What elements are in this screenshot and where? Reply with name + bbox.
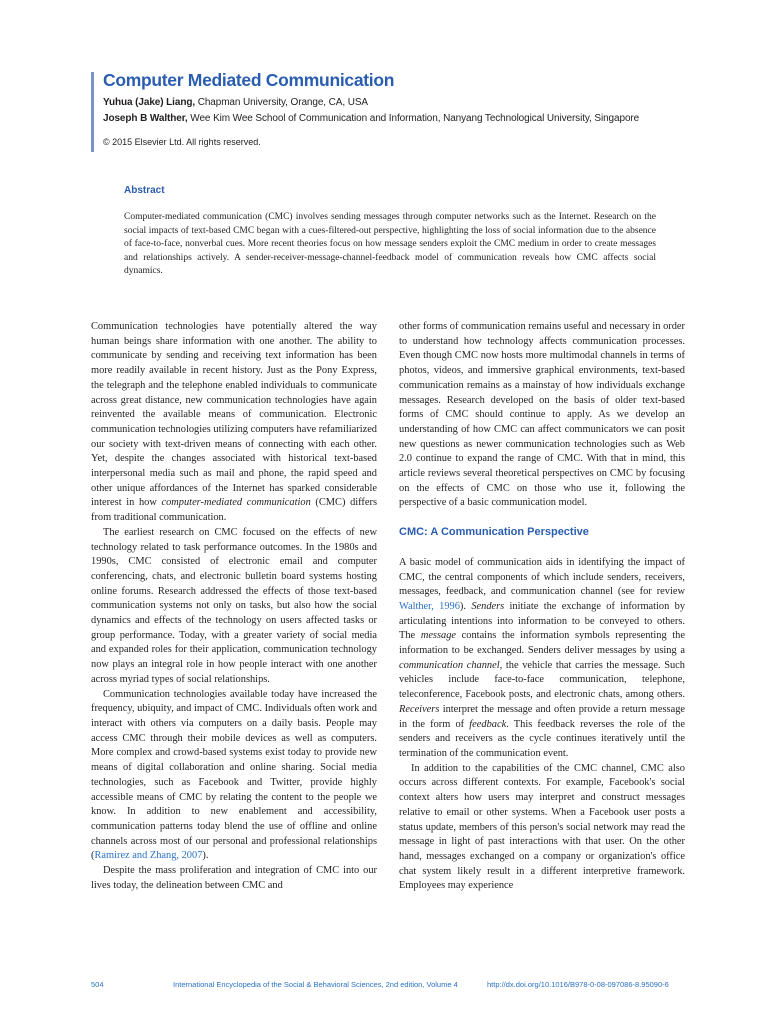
footer-source: International Encyclopedia of the Social & Behavioral Sciences, 2nd edition, Volume 4 (173, 980, 458, 989)
page-number: 504 (91, 980, 104, 989)
copyright-notice: © 2015 Elsevier Ltd. All rights reserved. (103, 137, 261, 147)
article-title: Computer Mediated Communication (103, 70, 395, 90)
author-affiliation: Wee Kim Wee School of Communication and Information, Nanyang Technological University, Singapore (187, 113, 640, 124)
citation-link[interactable]: Walther, 1996 (399, 600, 460, 612)
paragraph: A basic model of communication aids in identifying the impact of CMC, the central components of which include senders, receivers, messages, feedback, and communication channel (see for review Walther, 1996). Senders initiate the exchange of information by articulating intentions into information to be conveyed to others. The message contains the information symbols representing the information to be exchanged. Senders deliver messages by using a communication channel, the vehicle that carries the message. Such vehicles include face-to-face communication, telephone, teleconference, Facebook posts, and electronic chats, among others. Receivers interpret the message and often provide a return message in the form of feedback. This feedback reverses the role of the senders and receivers as the cycle continues iteratively until the termination of the communication event. (399, 556, 686, 759)
left-column (91, 320, 377, 893)
author-line-2 (103, 113, 639, 124)
author-name: Yuhua (Jake) Liang, (103, 97, 196, 108)
citation-link[interactable]: Ramirez and Zhang, 2007 (94, 850, 203, 862)
paragraph: other forms of communication remains useful and necessary in order to understand how technology affects communication processes. Even though CMC now hosts more multimodal channels in terms of photos, videos, and immersive graphical environments, text-based communication remains as a mainstay of how individuals exchange messages. Research developed on the basis of older text-based forms of CMC should continue to apply. As we develop an understanding of how CMC can affect communicators we can posit new questions as newer communication technologies such as Web 2.0 continue to expand the range of CMC. With that in mind, this article reviews several theoretical perspectives on CMC by focusing on the effects of CMC on those who use it, following the perspective of a basic communication model. (399, 321, 685, 509)
abstract-heading: Abstract (124, 185, 165, 196)
doi-link[interactable]: http://dx.doi.org/10.1016/B978-0-08-097086-8.95090-6 (487, 980, 669, 989)
paragraph: The earliest research on CMC focused on the effects of new technology related to task performance outcomes. In the 1980s and 1990s, CMC consisted of electronic email and computer conferencing, chats, and electronic bulletin board systems hosting online forums. Research addressed the effects of those text-based communication systems not only on tasks, but also how the social dynamics and effects of the technology on users affected tasks or group performance. Today, with a greater variety of social media and expanded roles for their application, communication technology now plays an integral role in how people interact with one another across myriad types of social relationships. (91, 526, 377, 685)
author-affiliation: Chapman University, Orange, CA, USA (195, 97, 368, 108)
author-name: Joseph B Walther, (103, 113, 188, 124)
paragraph: Communication technologies available today have increased the frequency, ubiquity, and impact of CMC. Individuals often work and interact with others via computers on a daily basis. People may access CMC through their mobile devices as well as computers. More complex and crowd-based systems exist today to provide new means of digital collaboration and online sharing. Social media technologies, such as Facebook and Twitter, provide highly accessible means of CMC by relating the content to the people we know. In addition to new enablement and accessibility, communication patterns today blend the use of offline and online channels across most of our personal and professional relationships (Ramirez and Zhang, 2007). (91, 688, 377, 862)
abstract-text: Computer-mediated communication (CMC) involves sending messages through computer networks such as the Internet. Research on the social impacts of text-based CMC began with a cues-filtered-out perspective, highlighting the loss of social information due to the absence of face-to-face, nonverbal cues. More recent theories focus on how message senders exploit the CMC medium in order to create messages and relationships actively. A sender-receiver-message-channel-feedback model of communication reveals how CMC affects social dynamics. (124, 212, 656, 277)
header-accent-bar (91, 72, 94, 152)
paragraph: Despite the mass proliferation and integration of CMC into our lives today, the delineation between CMC and (91, 865, 377, 891)
section-heading: CMC: A Communication Perspective (399, 526, 589, 539)
paragraph: In addition to the capabilities of the CMC channel, CMC also occurs across different contexts. For example, Facebook's social context alters how users may interpret and construct messages relative to email or other systems. When a Facebook user posts a status update, members of this person's social network may read the message in light of past interactions with that user. On the other hand, messages exchanged on a company or organization's office chat system likely result in a different interpretive framework. Employees may experience (399, 762, 685, 892)
author-line-1 (103, 97, 368, 108)
right-column (399, 320, 685, 894)
paragraph: Communication technologies have potentially altered the way human beings share information with one another. The ability to communicate by sending and receiving text information has been more readily available in recent history. Just as the Pony Express, the telegraph and the telephone enabled individuals to communicate across great distance, new communication technologies have again reinvented the available means of communication. Electronic communication technologies utilizing computers have refamiliarized our society with text-driven means of connecting with each other. Yet, despite the changes associated with historical text-based interpersonal media such as mail and phone, the rapid speed and other unique affordances of the Internet has sparked considerable interest in how computer-mediated communication (CMC) differs from traditional communication. (91, 321, 378, 524)
